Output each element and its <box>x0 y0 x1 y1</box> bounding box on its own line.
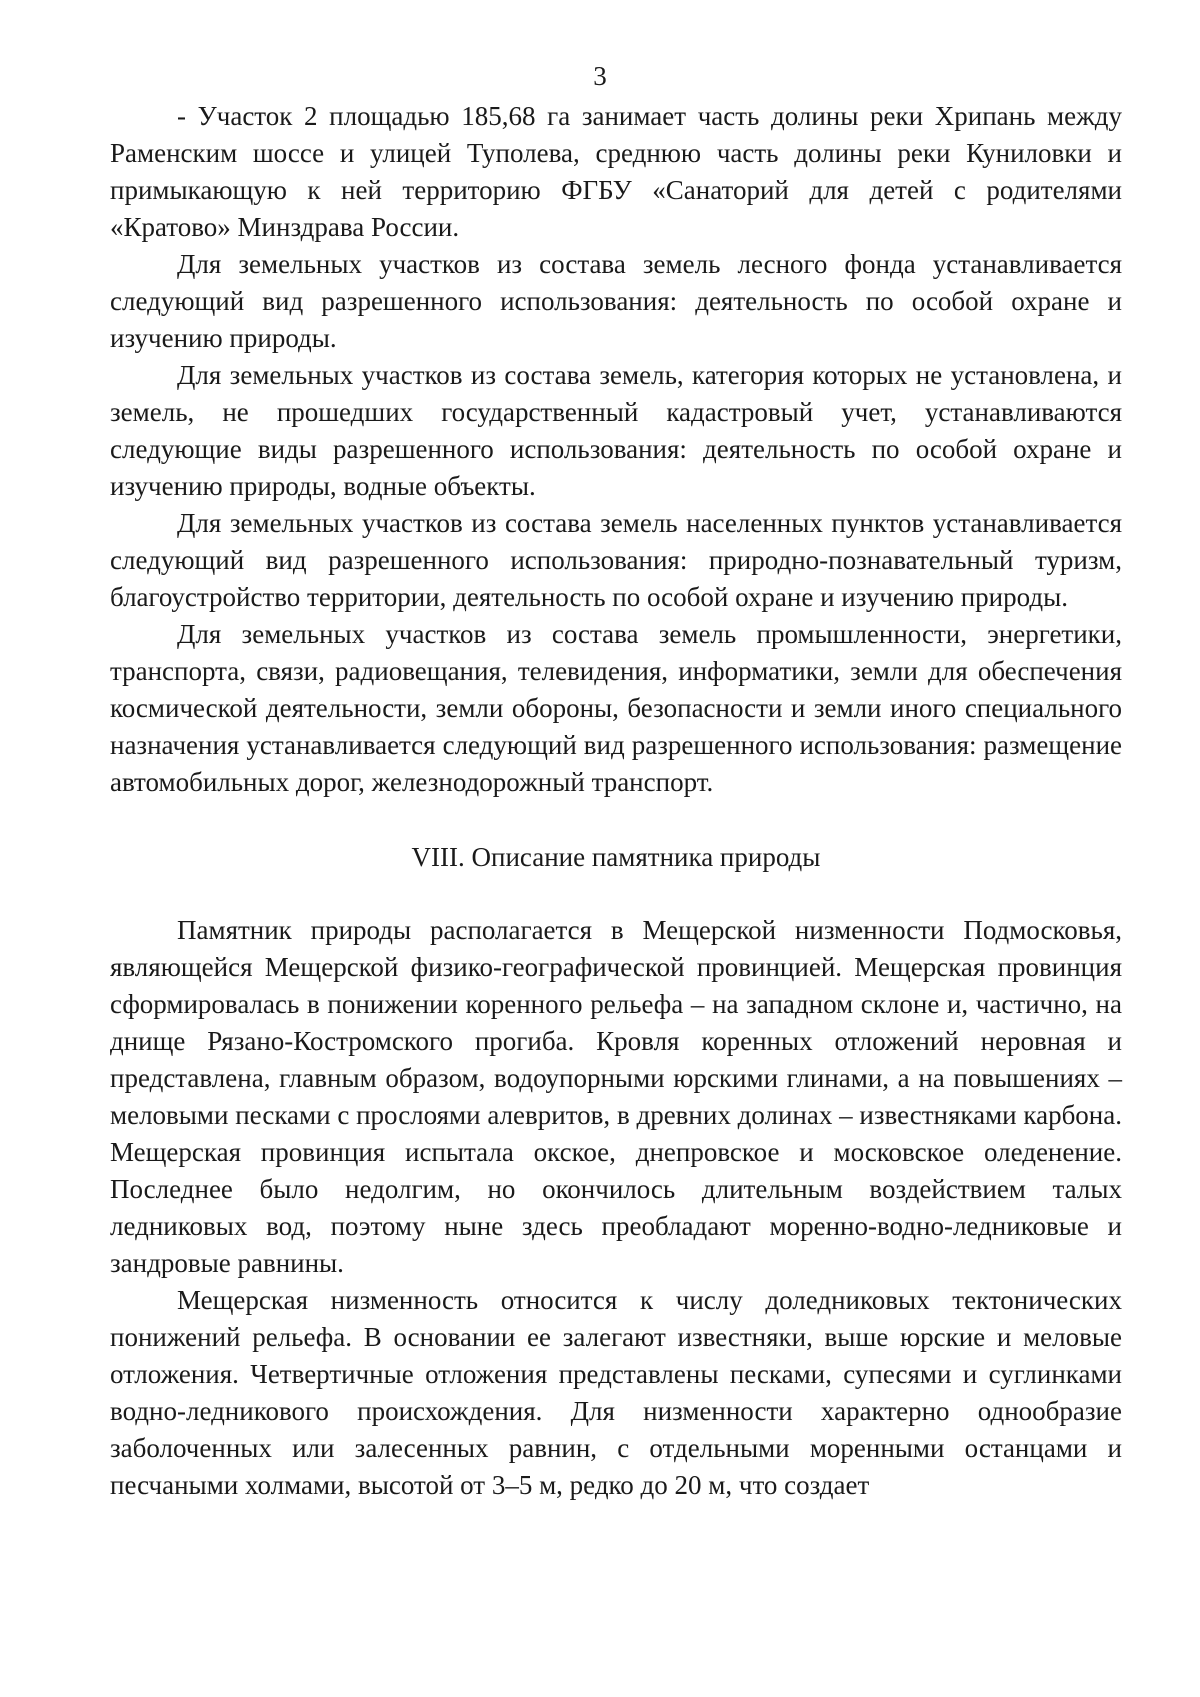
paragraph-uncategorized-land-use: Для земельных участков из состава земель, категория которых не установлена, и земель, не прошедших государственный кадастровый учет, устанавливаются следующие виды разрешенного использования: деятельность по особой охране и изучению природы, водные объекты. <box>110 360 1122 501</box>
paragraph-meshchera-lowland: Памятник природы располагается в Мещерской низменности Подмосковья, являющейся Мещерской физико-географической провинцией. Мещерская провинция сформировалась в понижении коренного рельефа – на западном склоне и, частично, на днище Рязано-Костромского прогиба. Кровля коренных отложений неровная и представлена, главным образом, водоупорными юрскими глинами, а на повышениях – меловыми песками с прослоями алевритов, в древних долинах – известняками карбона. Мещерская провинция испытала окское, днепровское и московское оледенение. Последнее было недолгим, но окончилось длительным воздействием талых ледниковых вод, поэтому ныне здесь преобладают моренно-водно-ледниковые и зандровые равнины. <box>110 915 1122 1278</box>
paragraph-industrial-land-use: Для земельных участков из состава земель промышленности, энергетики, транспорта, связи, радиовещания, телевидения, информатики, земли для обеспечения космической деятельности, земли обороны, безопасности и земли иного специального назначения устанавливается следующий вид разрешенного использования: размещение автомобильных дорог, железнодорожный транспорт. <box>110 619 1122 797</box>
paragraph-plot-2: - Участок 2 площадью 185,68 га занимает часть долины реки Хрипань между Раменским шоссе и улицей Туполева, среднюю часть долины реки Куниловки и примыкающую к ней территорию ФГБУ «Санаторий для детей с родителями «Кратово» Минздрава России. <box>110 101 1122 242</box>
paragraph-settlement-land-use: Для земельных участков из состава земель населенных пунктов устанавливается следующий вид разрешенного использования: природно-познавательный туризм, благоустройство территории, деятельность по особой охране и изучению природы. <box>110 508 1122 612</box>
section-heading: VIII. Описание памятника природы <box>411 842 821 872</box>
page-number: 3 <box>593 61 607 91</box>
document-body <box>110 98 1122 1504</box>
paragraph-meshchera-relief: Мещерская низменность относится к числу доледниковых тектонических понижений рельефа. В основании ее залегают известняки, выше юрские и меловые отложения. Четвертичные отложения представлены песками, супесями и суглинками водно-ледникового происхождения. Для низменности характерно однообразие заболоченных или залесенных равнин, с отдельными моренными останцами и песчаными холмами, высотой от 3–5 м, редко до 20 м, что создает <box>110 1285 1122 1500</box>
paragraph-forest-land-use: Для земельных участков из состава земель лесного фонда устанавливается следующий вид разрешенного использования: деятельность по особой охране и изучению природы. <box>110 249 1122 353</box>
